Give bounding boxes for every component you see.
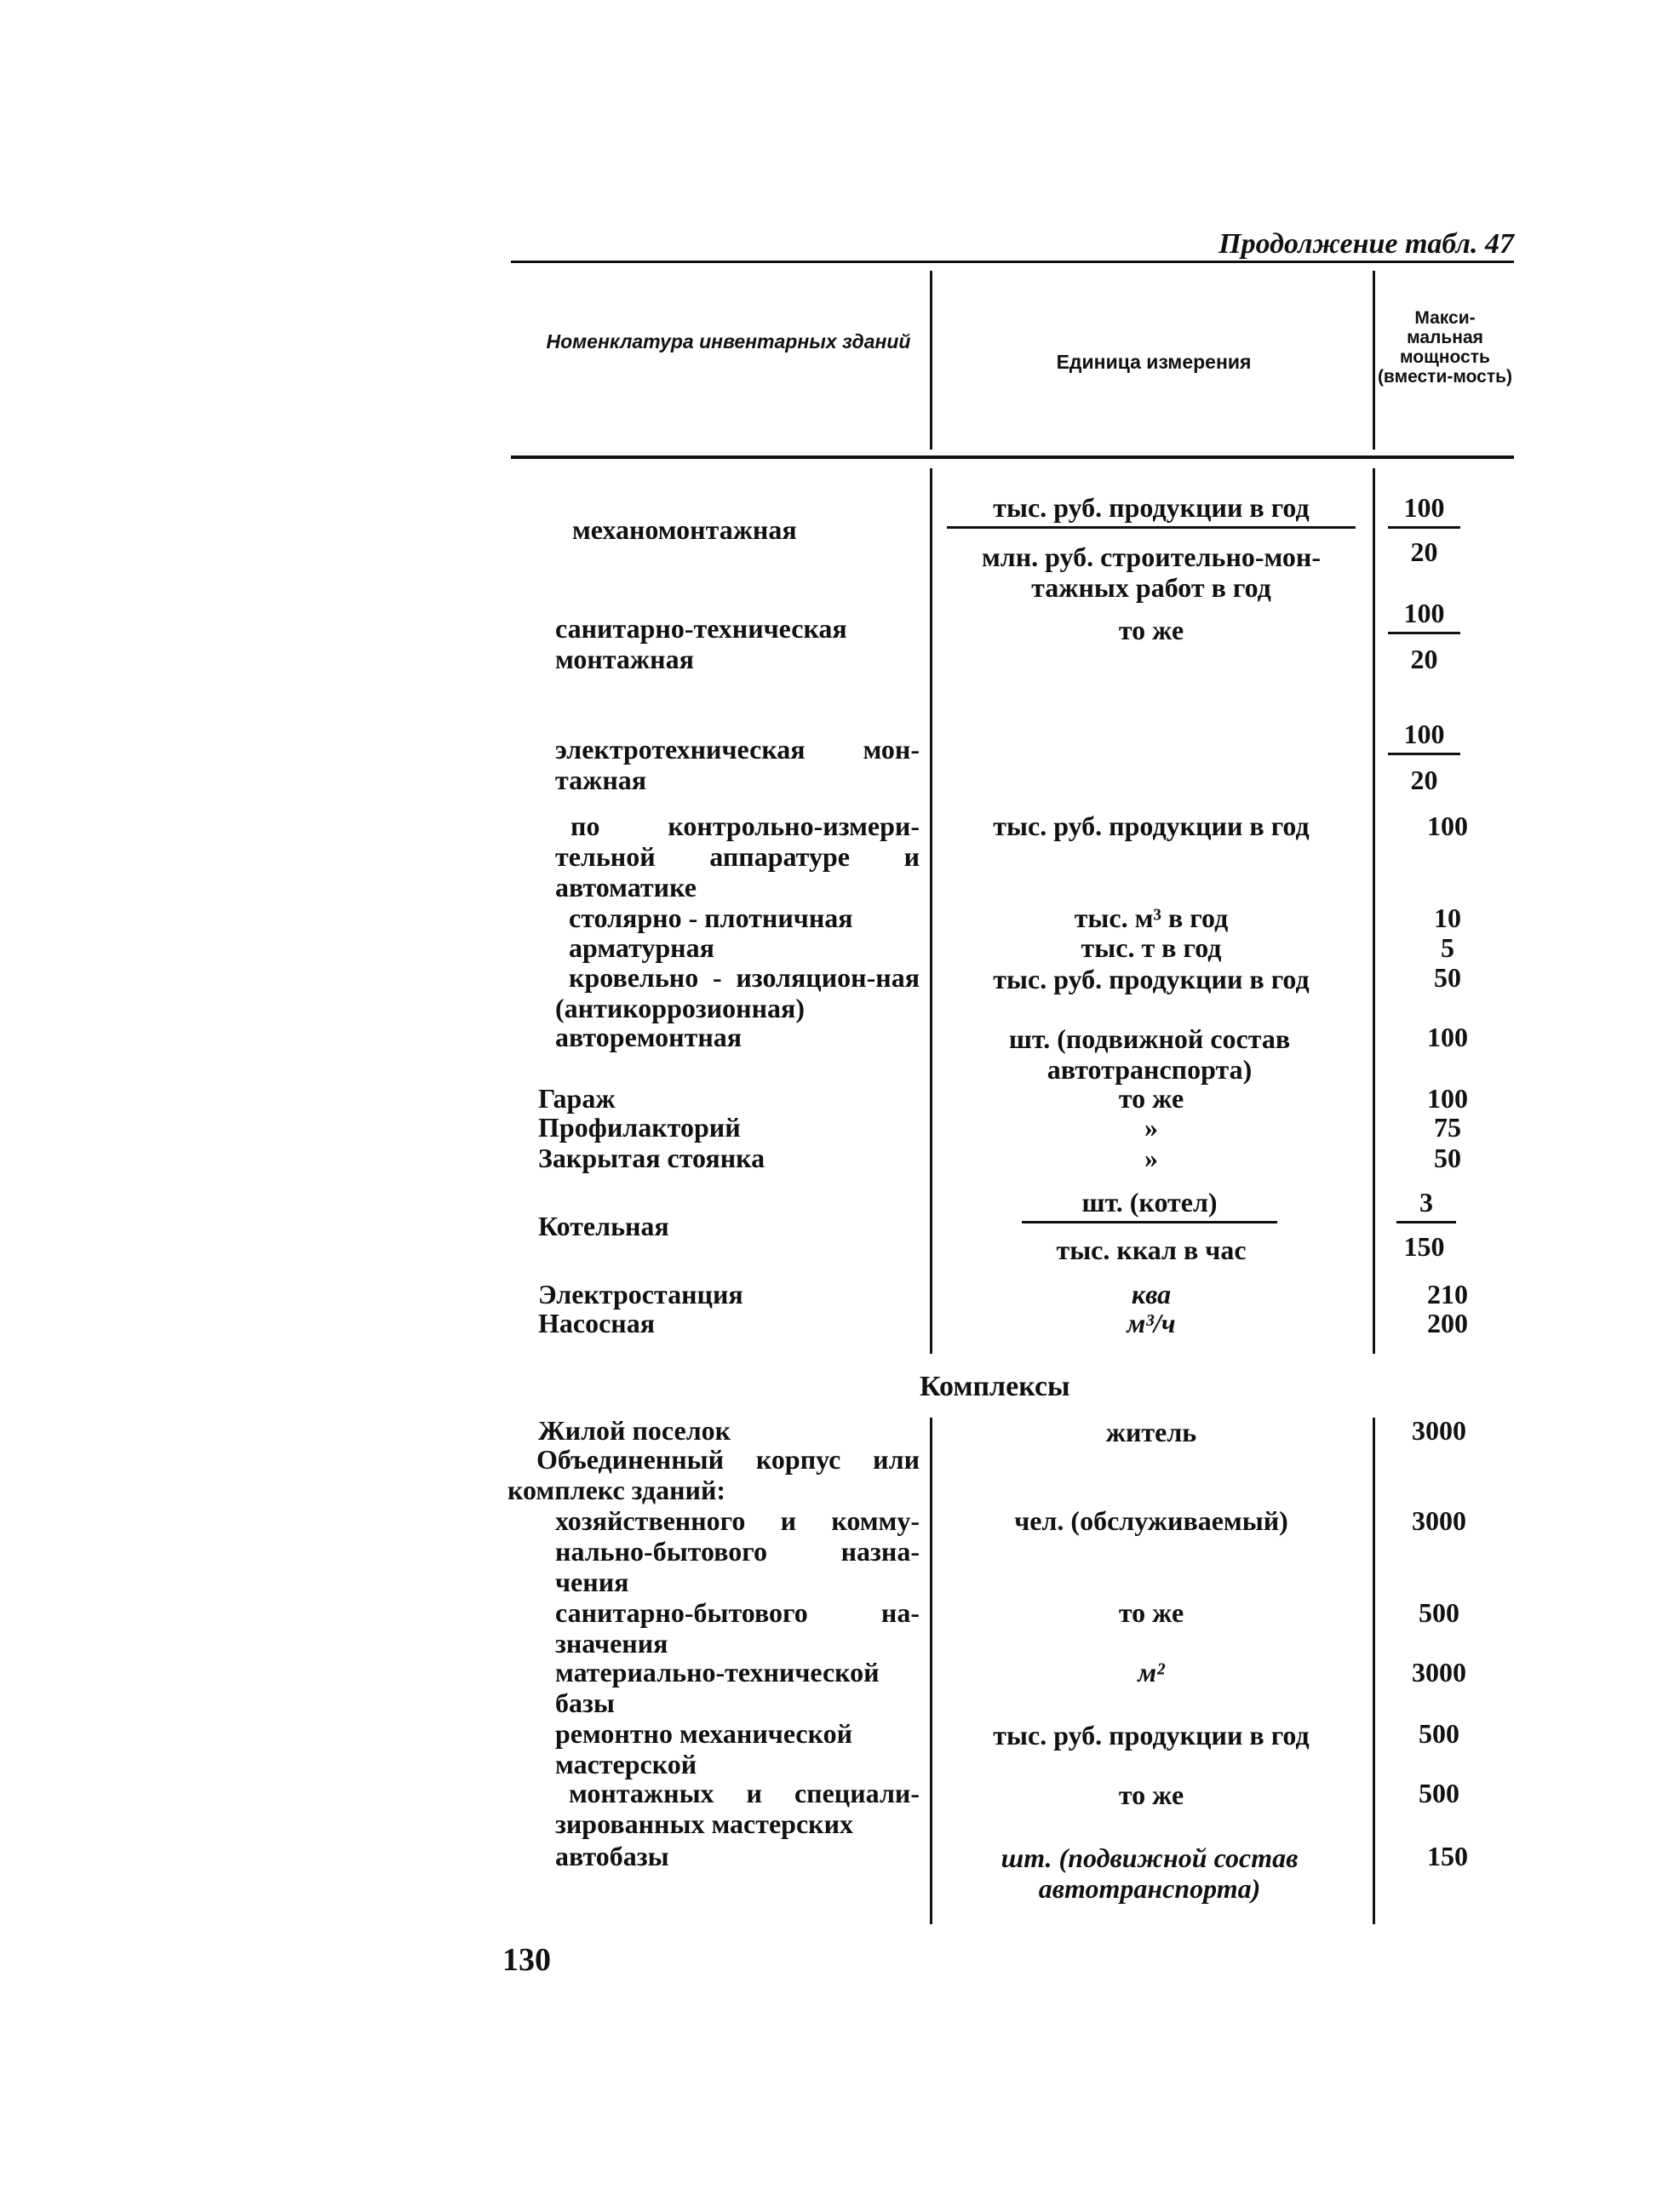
row-value: 5	[1441, 932, 1454, 963]
row-unit: тыс. руб. продукции в год	[993, 1720, 1310, 1751]
row-value: 3	[1396, 1187, 1456, 1223]
row-name: санитарно-техническая монтажная	[555, 613, 847, 674]
header-capacity: Макси-мальная мощность (вмести-мость)	[1377, 308, 1513, 387]
row-unit: тыс. м³ в год	[1074, 903, 1229, 933]
row-value: 100	[1427, 1083, 1468, 1114]
row-value: 20	[1410, 644, 1438, 674]
row-name: по контрольно-измери-тельной аппаратуре и автоматике	[555, 811, 920, 903]
row-name: автобазы	[555, 1841, 669, 1871]
row-unit: ква	[1131, 1279, 1172, 1309]
row-value: 3000	[1412, 1505, 1466, 1536]
row-value: 100	[1388, 492, 1460, 529]
row-value: 10	[1434, 903, 1461, 933]
row-name: Объединенный корпус или комплекс зданий:	[507, 1444, 920, 1505]
header-unit: Единица измерения	[1056, 351, 1252, 373]
row-name: электротехническая мон-тажная	[555, 734, 920, 795]
row-unit: тыс. т в год	[1081, 932, 1222, 963]
column-divider-2	[1373, 468, 1375, 1354]
row-name: Насосная	[538, 1308, 656, 1338]
row-unit: »	[1144, 1143, 1158, 1173]
row-unit: м²	[1138, 1657, 1165, 1688]
row-value: 50	[1434, 1143, 1461, 1173]
row-name: Закрытая стоянка	[538, 1143, 765, 1173]
row-unit: млн. руб. строительно-мон-тажных работ в год	[981, 542, 1322, 603]
row-unit: то же	[1118, 1779, 1184, 1810]
row-unit: то же	[1118, 1083, 1184, 1114]
row-unit: шт. (котел)	[1022, 1187, 1277, 1223]
column-divider-2-top	[1373, 271, 1375, 450]
header-nomenclature: Номенклатура инвентарных зданий	[546, 330, 911, 352]
row-name: хозяйственного и комму-нально-бытового назна-чения	[555, 1505, 920, 1597]
row-value: 50	[1434, 962, 1461, 993]
row-unit: тыс. руб. продукции в год	[993, 964, 1310, 994]
row-value: 20	[1410, 765, 1438, 795]
row-name: Профилакторий	[538, 1112, 741, 1143]
row-value: 150	[1427, 1841, 1468, 1871]
row-value: 100	[1427, 811, 1468, 841]
header-rule	[511, 456, 1514, 459]
row-name: арматурная	[569, 932, 714, 963]
row-name: материально-технической базы	[555, 1657, 880, 1718]
row-value: 20	[1410, 536, 1438, 567]
column-divider-1-bottom	[930, 1418, 932, 1924]
row-unit: житель	[1105, 1417, 1197, 1447]
row-unit: чел. (обслуживаемый)	[1014, 1505, 1288, 1536]
row-unit: шт. (подвижной состав автотранспорта)	[1008, 1023, 1291, 1085]
row-unit: тыс. руб. продукции в год	[947, 492, 1356, 529]
row-value: 210	[1427, 1279, 1468, 1309]
row-name: авторемонтная	[555, 1022, 743, 1052]
row-name: Электростанция	[538, 1279, 743, 1309]
column-divider-1	[930, 468, 932, 1354]
row-value: 75	[1434, 1112, 1461, 1143]
row-unit: »	[1144, 1112, 1158, 1143]
row-value: 3000	[1412, 1415, 1466, 1446]
column-divider-1-top	[930, 271, 932, 450]
row-value: 100	[1388, 598, 1460, 634]
row-name: Гараж	[538, 1083, 616, 1114]
page-number: 130	[502, 1942, 551, 1978]
row-name: монтажных и специали-зированных мастерских	[555, 1778, 920, 1839]
top-rule	[511, 261, 1514, 263]
row-value: 100	[1388, 719, 1460, 755]
row-name: Жилой поселок	[538, 1415, 731, 1446]
row-unit: то же	[1118, 615, 1184, 645]
row-unit: тыс. руб. продукции в год	[993, 811, 1310, 841]
row-value: 500	[1419, 1718, 1459, 1749]
table-caption: Продолжение табл. 47	[1218, 228, 1514, 260]
section-title: Комплексы	[920, 1371, 1070, 1402]
row-value: 150	[1403, 1231, 1445, 1262]
row-unit: тыс. ккал в час	[1056, 1235, 1247, 1265]
row-name: столярно - плотничная	[569, 903, 853, 933]
row-name: механомонтажная	[572, 514, 797, 545]
row-name: санитарно-бытового на-значения	[555, 1597, 920, 1659]
row-value: 200	[1427, 1308, 1468, 1338]
row-name: Котельная	[538, 1211, 669, 1241]
row-value: 500	[1419, 1778, 1459, 1808]
row-value: 3000	[1412, 1657, 1466, 1688]
row-unit: то же	[1118, 1597, 1184, 1628]
row-unit: шт. (подвижной состав автотранспорта)	[1001, 1842, 1299, 1904]
row-unit: м³/ч	[1127, 1308, 1176, 1338]
column-divider-2-bottom	[1373, 1418, 1375, 1924]
row-name: кровельно - изоляцион-ная (антикоррозионная)	[555, 962, 920, 1023]
row-name: ремонтно механической мастерской	[555, 1718, 853, 1779]
row-value: 100	[1427, 1022, 1468, 1052]
row-value: 500	[1419, 1597, 1459, 1628]
